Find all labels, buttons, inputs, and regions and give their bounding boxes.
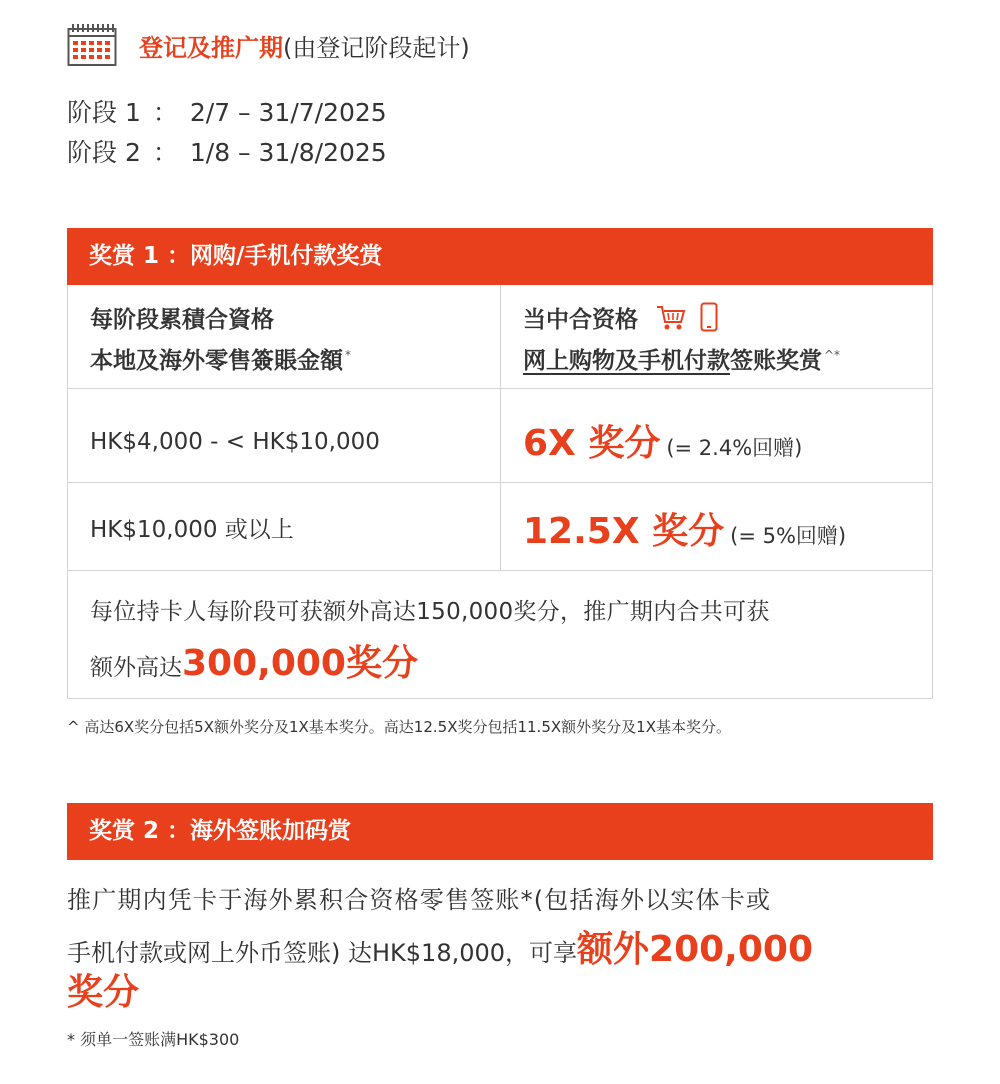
tier-1-spend-cell bbox=[68, 389, 501, 483]
registration-title: 登记及推广期 bbox=[139, 33, 283, 62]
tier-2-reward-cell bbox=[501, 483, 932, 571]
phase-2-range: 1/8 – 31/8/2025 bbox=[189, 138, 387, 167]
registration-subtitle: (由登记阶段起计) bbox=[283, 33, 470, 62]
summary-line1: 每位持卡人每阶段可获额外高达150,000奖分，推广期内合共可获 bbox=[90, 599, 770, 625]
tier-1-reward: 6X 奖分 (= 2.4%回赠) bbox=[523, 423, 803, 464]
table-header-spend bbox=[68, 285, 501, 389]
reward2-line3: 奖分 bbox=[67, 972, 140, 1013]
tier-2-reward: 12.5X 奖分 (= 5%回赠) bbox=[523, 511, 847, 552]
reward2-title-bar: 奖赏 2 ：海外签账加码赏 bbox=[67, 803, 933, 860]
reward2-footnote: * 须单一签账满HK$300 bbox=[67, 1030, 240, 1049]
spend-header-mark: * bbox=[345, 348, 351, 363]
tier-1-spend: HK$4,000 - < HK$10,000 bbox=[90, 429, 380, 455]
reward1-footnote: ^ 高达6X奖分包括5X额外奖分及1X基本奖分。高达12.5X奖分包括11.5X额外奖分及1X基本奖分。 bbox=[67, 718, 731, 736]
phase-2-label: 阶段 2 bbox=[67, 138, 141, 167]
reward-header-line1: 当中合资格 bbox=[523, 301, 718, 334]
spend-header-line2: 本地及海外零售簽賬金額 * bbox=[90, 348, 351, 374]
spend-header-line1: 每阶段累積合資格 bbox=[90, 307, 274, 333]
calendar-icon bbox=[67, 23, 117, 67]
mobile-phone-icon bbox=[700, 302, 718, 332]
table-header-reward bbox=[501, 285, 932, 389]
phase-1-label: 阶段 1 bbox=[67, 98, 141, 127]
tier-2-spend-cell bbox=[68, 483, 501, 571]
tier-1-reward-cell bbox=[501, 389, 932, 483]
reward1-summary bbox=[68, 571, 932, 698]
reward2-line2: 手机付款或网上外币签账) 达HK$18,000，可享额外200,000 bbox=[67, 929, 814, 970]
phase-2: 阶段 2 ： 1/8 – 31/8/2025 bbox=[67, 138, 387, 167]
reward-header-mark: ^* bbox=[824, 348, 841, 363]
phase-1-range: 2/7 – 31/7/2025 bbox=[189, 98, 387, 127]
tier-2-spend: HK$10,000 或以上 bbox=[90, 517, 294, 543]
summary-line2: 额外高达300,000奖分 bbox=[90, 643, 418, 684]
reward1-title-bar: 奖赏 1 ：网购/手机付款奖赏 bbox=[67, 228, 933, 285]
phase-1: 阶段 1 ： 2/7 – 31/7/2025 bbox=[67, 98, 387, 127]
reward-header-line2: 网上购物及手机付款签账奖赏 ^* bbox=[523, 348, 841, 374]
registration-header bbox=[67, 22, 470, 68]
reward2-line1: 推广期内凭卡于海外累积合资格零售签账*(包括海外以实体卡或 bbox=[67, 886, 772, 914]
reward1-table bbox=[67, 285, 933, 699]
shopping-cart-icon bbox=[656, 304, 686, 332]
